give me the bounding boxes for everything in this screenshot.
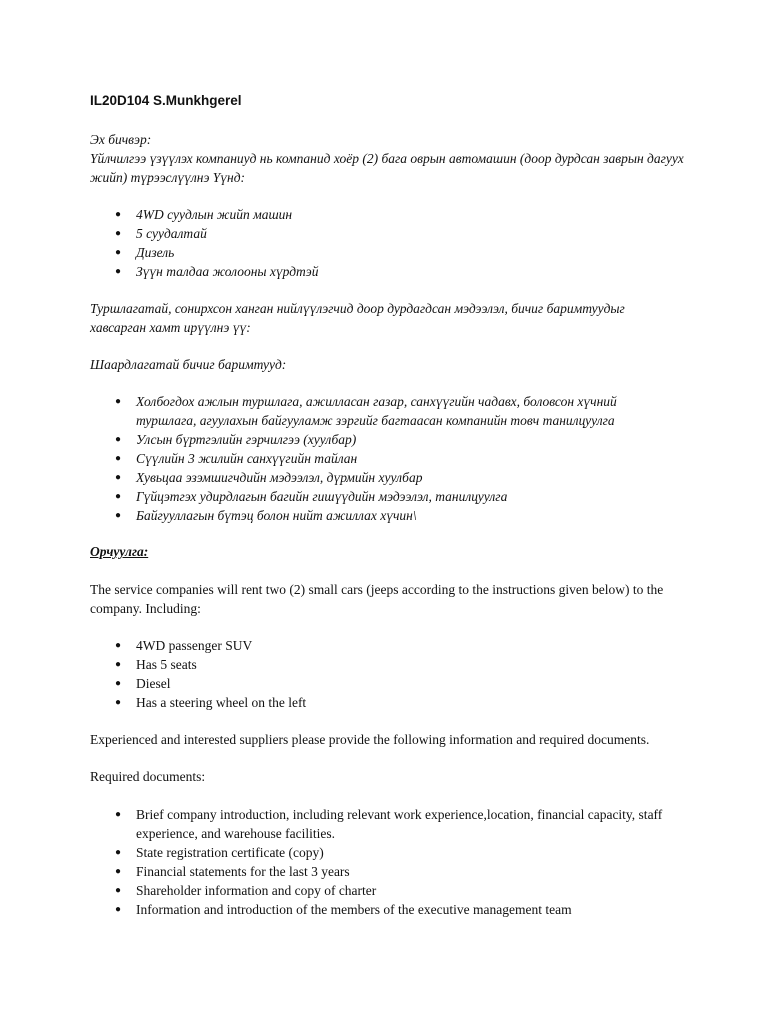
- list-item: ● Сүүлийн 3 жилийн санхүүгийн тайлан: [90, 449, 650, 468]
- list-item: ● 4WD passenger SUV: [90, 636, 690, 655]
- list-item: ● Зүүн талдаа жолооны хүрдтэй: [90, 262, 690, 281]
- translation-docs-list: [90, 805, 680, 919]
- translation-request: Experienced and interested suppliers please provide the following information and required documents.: [90, 732, 650, 747]
- translation-label: Орчуулга:: [90, 544, 149, 559]
- list-item: ● Has 5 seats: [90, 655, 690, 674]
- list-item: ● Shareholder information and copy of charter: [90, 881, 680, 900]
- list-item: ● Байгууллагын бүтэц болон нийт ажиллах хүчин\: [90, 506, 650, 525]
- original-label: Эх бичвэр:: [90, 132, 152, 147]
- list-item: ● Has a steering wheel on the left: [90, 693, 690, 712]
- original-docs-label: Шаардлагатай бичиг баримтууд:: [90, 357, 287, 372]
- original-docs-list: [90, 392, 650, 525]
- original-specs-list: [90, 205, 690, 281]
- translation-docs-label: Required documents:: [90, 769, 206, 784]
- list-item: ● Улсын бүртгэлийн гэрчилгээ (хуулбар): [90, 430, 650, 449]
- list-item: ● State registration certificate (copy): [90, 843, 680, 862]
- list-item: ● 4WD суудлын жийп машин: [90, 205, 690, 224]
- original-request: Туршлагатай, сонирхсон ханган нийлүүлэгчид доор дурдагдсан мэдээлэл, бичиг баримтуудыг хавсарган хамт ирүүлнэ үү:: [90, 301, 625, 335]
- list-item: ● Гүйцэтгэх удирдлагын багийн гишүүдийн мэдээлэл, танилцуулга: [90, 487, 650, 506]
- list-item: ● Brief company introduction, including relevant work experience,location, financial capacity, staff experience, and warehouse facilities.: [90, 805, 680, 843]
- document-heading: IL20D104 S.Munkhgerel: [90, 93, 242, 108]
- translation-specs-list: [90, 636, 690, 712]
- list-item: ● 5 суудалтай: [90, 224, 690, 243]
- list-item: ● Diesel: [90, 674, 690, 693]
- list-item: ● Information and introduction of the members of the executive management team: [90, 900, 680, 919]
- list-item: ● Дизель: [90, 243, 690, 262]
- list-item: ● Хувьцаа эзэмшигчдийн мэдээлэл, дүрмийн хуулбар: [90, 468, 650, 487]
- list-item: ● Financial statements for the last 3 years: [90, 862, 680, 881]
- translation-intro: The service companies will rent two (2) small cars (jeeps according to the instructions given below) to the company. Including:: [90, 582, 664, 616]
- list-item: ● Холбогдох ажлын туршлага, ажилласан газар, санхүүгийн чадавх, боловсон хүчний туршлага, агуулахын байгууламж зэргийг багтаасан компанийн товч танилцуулга: [90, 392, 650, 430]
- original-intro: Үйлчилгээ үзүүлэх компаниуд нь компанид хоёр (2) бага оврын автомашин (доор дурдсан заврын дагуух жийп) түрээслүүлнэ Үүнд:: [90, 151, 684, 185]
